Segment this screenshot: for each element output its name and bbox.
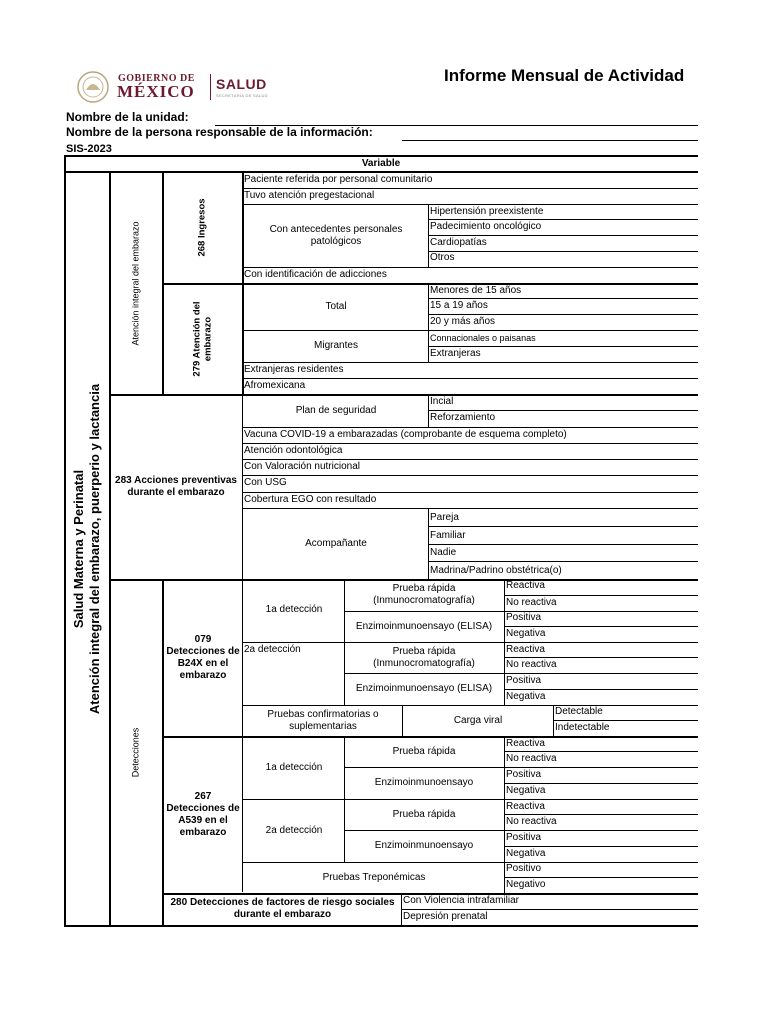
a539-negativo: Negativo (506, 879, 546, 890)
row-madrina-padrino: Madrina/Padrino obstétrica(o) (430, 565, 562, 576)
group-079-label: 079 Detecciones de B24X en el embarazo (166, 633, 240, 681)
b24x-2a-reactiva: Reactiva (506, 644, 545, 655)
group-280-label: 280 Detecciones de factores de riesgo sociales durante el embarazo (170, 897, 395, 920)
row-antecedentes: Con antecedentes personales patológicos (269, 223, 403, 247)
b24x-1a-reactiva: Reactiva (506, 580, 545, 591)
a539-1a-prueba-rapida: Prueba rápida (392, 746, 456, 757)
page-title: Informe Mensual de Actividad (444, 66, 685, 85)
b24x-2a-prueba-rapida: Prueba rápida (Inmunocromatografía) (373, 645, 475, 669)
row-tuvo-atencion: Tuvo atención pregestacional (244, 190, 375, 201)
row-total: Total (325, 301, 347, 312)
a539-1a-enzimo: Enzimoinmunoensayo (374, 777, 474, 788)
row-menores-15: Menores de 15 años (430, 285, 522, 296)
gobierno-logo (74, 70, 288, 104)
logo-salud-subtext: SECRETARÍA DE SALUD (216, 93, 268, 98)
row-cardiopatias: Cardiopatías (430, 237, 487, 248)
responsible-label: Nombre de la persona responsable de la información: (66, 125, 373, 139)
b24x-confirmatorias: Pruebas confirmatorias o suplementarias (267, 709, 379, 732)
row-ego: Cobertura EGO con resultado (244, 494, 377, 505)
b24x-1a-positiva: Positiva (506, 612, 542, 623)
logo-salud-text: SALUD (216, 76, 267, 92)
a539-1a-deteccion: 1a detección (265, 761, 323, 773)
row-odontologica: Atención odontológica (244, 445, 343, 456)
b24x-1a-no-reactiva: No reactiva (506, 597, 557, 608)
row-otros: Otros (430, 252, 455, 263)
row-vacuna-covid: Vacuna COVID-19 a embarazadas (comprobante de esquema completo) (244, 429, 567, 440)
b24x-carga-viral: Carga viral (453, 715, 503, 726)
b24x-2a-positiva: Positiva (506, 675, 542, 686)
variable-header: Variable (361, 157, 401, 169)
row-familiar: Familiar (430, 530, 466, 541)
logo-gobierno-text: GOBIERNO DE (118, 73, 195, 84)
b24x-indetectable: Indetectable (555, 722, 610, 733)
group-279-label: 279 Atención del embarazo (191, 300, 214, 377)
unit-label: Nombre de la unidad: (66, 110, 189, 124)
row-pareja: Pareja (430, 512, 459, 523)
b24x-detectable: Detectable (555, 706, 603, 717)
b24x-1a-negativa: Negativa (506, 628, 546, 639)
a539-positivo: Positivo (506, 863, 542, 874)
b24x-2a-deteccion: 2a detección (244, 644, 301, 655)
group-283-label: 283 Acciones preventivas durante el embarazo (115, 474, 237, 498)
row-migrantes: Migrantes (314, 340, 358, 351)
row-violencia: Con Violencia intrafamiliar (403, 895, 519, 906)
b24x-1a-deteccion: 1a detección (265, 604, 323, 615)
a539-2a-reactiva: Reactiva (506, 801, 545, 812)
responsible-field-line[interactable] (402, 140, 698, 141)
a539-treponemicas: Pruebas Treponémicas (322, 871, 426, 883)
row-oncologico: Padecimiento oncológico (430, 221, 542, 232)
row-15-a-19: 15 a 19 años (430, 300, 488, 311)
a539-2a-positiva: Positiva (506, 832, 542, 843)
a539-1a-no-reactiva: No reactiva (506, 753, 557, 764)
row-reforzamiento: Reforzamiento (430, 412, 496, 423)
a539-1a-reactiva: Reactiva (506, 738, 545, 749)
logo-divider (210, 74, 211, 100)
group-267-label: 267 Detecciones de A539 en el embarazo (166, 790, 240, 838)
row-plan-seguridad: Plan de seguridad (295, 405, 377, 416)
row-acompanante: Acompañante (305, 537, 367, 549)
b24x-2a-negativa: Negativa (506, 691, 546, 702)
row-depresion: Depresión prenatal (403, 911, 488, 922)
row-paciente-referida: Paciente referida por personal comunitario (244, 174, 433, 185)
row-afromexicana: Afromexicana (244, 380, 306, 391)
a539-2a-no-reactiva: No reactiva (506, 816, 557, 827)
row-hipertension: Hipertensión preexistente (430, 206, 544, 217)
a539-2a-negativa: Negativa (506, 848, 546, 859)
row-extranjeras-residentes: Extranjeras residentes (244, 364, 344, 375)
logo-mexico-text: MÉXICO (117, 82, 195, 101)
b24x-1a-elisa: Enzimoinmunoensayo (ELISA) (355, 620, 493, 632)
sis-code: SIS-2023 (66, 143, 112, 155)
a539-2a-enzimo: Enzimoinmunoensayo (374, 840, 474, 851)
row-nadie: Nadie (430, 547, 457, 558)
a539-1a-positiva: Positiva (506, 769, 542, 780)
b24x-1a-prueba-rapida: Prueba rápida (Inmunocromatografía) (373, 583, 475, 606)
row-usg: Con USG (244, 477, 287, 488)
row-nutricional: Con Valoración nutricional (244, 461, 360, 472)
a539-2a-prueba-rapida: Prueba rápida (392, 808, 456, 820)
section-atencion-label: Atención integral del embarazo (130, 220, 141, 346)
group-268-label: 268 Ingresos (197, 198, 208, 257)
a539-1a-negativa: Negativa (506, 785, 546, 796)
b24x-2a-no-reactiva: No reactiva (506, 659, 557, 670)
a539-2a-deteccion: 2a detección (265, 824, 323, 836)
section-detecciones-label: Detecciones (130, 727, 141, 777)
row-extranjeras: Extranjeras (430, 348, 481, 359)
main-section-label: Salud Materna y Perinatal Atención integral del embarazo, puerperio y lactancia (71, 383, 102, 714)
eagle-emblem-icon (74, 70, 112, 104)
b24x-2a-elisa: Enzimoinmunoensayo (ELISA) (355, 683, 493, 694)
row-inicial: Incial (430, 396, 454, 407)
row-20-y-mas: 20 y más años (430, 316, 496, 327)
row-adicciones: Con identificación de adicciones (244, 269, 387, 280)
row-connacionales: Connacionales o paisanas (430, 333, 536, 343)
